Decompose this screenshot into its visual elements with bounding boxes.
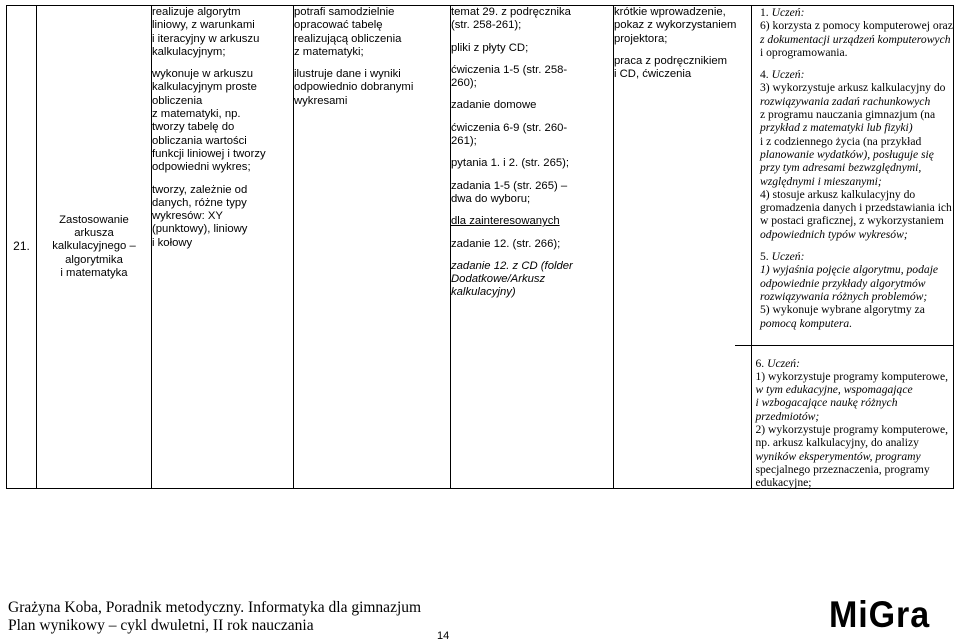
text-line: praca z podręcznikiem <box>614 54 728 67</box>
basic-requirements-cell <box>152 6 294 489</box>
topic-line: i matematyka <box>60 266 128 279</box>
material-item <box>451 238 613 251</box>
text-line: kalkulacyjnym; <box>152 45 226 58</box>
text-line: Dodatkowe/Arkusz <box>451 273 546 286</box>
standard-label: Uczeń: <box>771 6 805 19</box>
text-line: z programu nauczania gimnazjum (na <box>760 108 936 122</box>
standard-number: 5. <box>760 250 769 264</box>
text-line: w tym edukacyjne, wspomagające <box>755 383 913 397</box>
text-line: ilustruje dane i wyniki <box>294 68 401 81</box>
text-line: 261); <box>451 135 477 148</box>
text-line: odpowiedni wykres; <box>152 161 251 174</box>
standard-number: 4. <box>760 68 769 82</box>
requirement-item <box>152 68 293 174</box>
material-item <box>451 6 613 33</box>
text-line: wykresami <box>294 94 348 107</box>
text-line: temat 29. z podręcznika <box>451 6 571 18</box>
text-line: (str. 258-261); <box>451 19 522 32</box>
text-line: 5) wykonuje wybrane algorytmy za <box>760 303 925 317</box>
topic-cell <box>37 6 152 489</box>
standard-item <box>756 357 959 490</box>
text-line: edukacyjne; <box>755 476 812 490</box>
text-line: specjalnego przeznaczenia, programy <box>755 462 930 476</box>
text-line: 260); <box>451 77 477 90</box>
text-line: planowanie wydatków), posługuje się <box>760 147 934 161</box>
standard-item <box>760 68 953 241</box>
text-line: z matematyki, np. <box>152 108 241 121</box>
standards-divider <box>735 345 953 346</box>
material-item <box>451 215 613 228</box>
topic-text <box>37 214 151 280</box>
text-line: krótkie wprowadzenie, <box>614 6 726 18</box>
requirement-item <box>152 6 293 59</box>
text-line: pytania 1. i 2. (str. 265); <box>451 157 570 170</box>
requirement-item <box>294 68 450 108</box>
text-line: dwa do wyboru; <box>451 192 531 205</box>
text-line: ćwiczenia 1-5 (str. 258- <box>451 63 568 76</box>
text-line: odpowiednie przykłady algorytmów <box>760 276 926 290</box>
text-line: gromadzenia danych i przedstawiania ich <box>760 201 952 215</box>
text-line: dla zainteresowanych <box>451 215 560 228</box>
text-line: potrafi samodzielnie <box>294 6 395 18</box>
methods-cell <box>614 6 752 489</box>
migra-logo: MiGra <box>829 594 931 635</box>
text-line: 1) wyjaśnia pojęcie algorytmu, podaje <box>760 263 939 277</box>
text-line: obliczania wartości <box>152 134 247 147</box>
text-line: projektora; <box>614 32 668 45</box>
standard-item <box>760 250 953 330</box>
footer-line-2: Plan wynikowy – cykl dwuletni, II rok nauczania <box>8 617 314 634</box>
text-line: wykonuje w arkuszu <box>152 68 254 81</box>
text-line: pliki z płyty CD; <box>451 41 529 54</box>
footer-credits <box>8 599 421 635</box>
text-line: odpowiednich typów wykresów; <box>760 227 908 241</box>
standard-label: Uczeń: <box>767 356 800 370</box>
text-line: tworzy, zależnie od <box>152 183 248 196</box>
topic-line: arkusza <box>74 227 114 240</box>
method-item <box>614 6 751 46</box>
text-line: (punktowy), liniowy <box>152 223 248 236</box>
method-item <box>614 55 751 82</box>
extended-requirements-cell <box>294 6 451 489</box>
material-item <box>451 99 613 112</box>
material-item <box>451 260 613 300</box>
text-line: i kołowy <box>152 236 193 249</box>
requirement-item <box>152 184 293 250</box>
table-row <box>7 6 954 489</box>
text-line: funkcji liniowej i tworzy <box>152 147 266 160</box>
text-line: opracować tabelę <box>294 19 383 32</box>
material-item <box>451 122 613 149</box>
text-line: ćwiczenia 6-9 (str. 260- <box>451 121 568 134</box>
text-line: pomocą komputera. <box>760 316 853 330</box>
text-line: kalkulacyjny) <box>451 286 516 299</box>
text-line: zadanie domowe <box>451 99 537 112</box>
text-line: liniowy, z warunkami <box>152 19 255 32</box>
standard-item <box>760 6 953 59</box>
standard-heading <box>756 357 959 370</box>
standard-number: 6. <box>755 356 765 370</box>
text-line: i z codziennego życia (na przykład <box>760 134 922 148</box>
text-line: przykład z matematyki lub fizyki) <box>760 121 913 135</box>
text-line: w postaci graficznej, z wykorzystaniem <box>760 214 944 228</box>
material-item <box>451 157 613 170</box>
standard-heading <box>760 68 953 81</box>
standard-heading <box>760 6 953 19</box>
text-line: np. arkusz kalkulacyjny, do analizy <box>755 436 919 450</box>
text-line: danych, różne typy <box>152 196 247 209</box>
material-item <box>451 64 613 91</box>
text-line: kalkulacyjnym proste <box>152 81 257 94</box>
text-line: tworzy tabelę do <box>152 121 235 134</box>
text-line: 2) wykorzystuje programy komputerowe, <box>755 422 949 436</box>
text-line: zadanie 12. z CD (folder <box>451 259 573 272</box>
text-line: z dokumentacji urządzeń komputerowych <box>760 32 951 46</box>
text-line: zadanie 12. (str. 266); <box>451 237 561 250</box>
row-number: 21. <box>7 6 37 489</box>
standards-cell <box>752 6 954 489</box>
topic-line: Zastosowanie <box>59 213 129 226</box>
text-line: i iteracyjny w arkuszu <box>152 32 260 45</box>
text-line: pokaz z wykorzystaniem <box>614 19 737 32</box>
material-item <box>451 180 613 207</box>
text-line: i oprogramowania. <box>760 45 848 59</box>
text-line: przedmiotów; <box>755 409 820 423</box>
text-line: względnymi i mieszanymi; <box>760 174 882 188</box>
text-line: i CD, ćwiczenia <box>614 68 692 81</box>
text-line: 6) korzysta z pomocy komputerowej oraz <box>760 19 953 33</box>
topic-line: algorytmika <box>65 253 123 266</box>
text-line: obliczenia <box>152 94 203 107</box>
text-line: przy tym adresami bezwzględnymi, <box>760 161 922 175</box>
requirement-item <box>294 6 450 59</box>
lesson-plan-table <box>6 5 954 489</box>
standard-heading <box>760 250 953 263</box>
footer-line-1: Grażyna Koba, Poradnik metodyczny. Informatyka dla gimnazjum <box>8 599 422 616</box>
page-number: 14 <box>437 630 450 642</box>
text-line: odpowiednio dobranymi <box>294 81 414 94</box>
topic-line: kalkulacyjnego – <box>52 240 136 253</box>
text-line: rozwiązywania różnych problemów; <box>760 289 928 303</box>
materials-cell <box>451 6 614 489</box>
text-line: realizuje algorytm <box>152 6 241 18</box>
text-line: wykresów: XY <box>152 210 223 223</box>
material-item <box>451 42 613 55</box>
text-line: realizującą obliczenia <box>294 32 402 45</box>
text-line: zadania 1-5 (str. 265) – <box>451 179 568 192</box>
text-line: i wzbogacające naukę różnych <box>755 396 898 410</box>
text-line: 3) wykorzystuje arkusz kalkulacyjny do <box>760 81 946 95</box>
standard-label: Uczeń: <box>771 68 805 82</box>
text-line: 4) stosuje arkusz kalkulacyjny do <box>760 187 916 201</box>
standard-number: 1. <box>760 6 769 19</box>
text-line: wyników eksperymentów, programy <box>755 449 921 463</box>
standard-label: Uczeń: <box>771 250 805 264</box>
text-line: z matematyki; <box>294 45 364 58</box>
text-line: 1) wykorzystuje programy komputerowe, <box>755 369 949 383</box>
text-line: rozwiązywania zadań rachunkowych <box>760 94 931 108</box>
